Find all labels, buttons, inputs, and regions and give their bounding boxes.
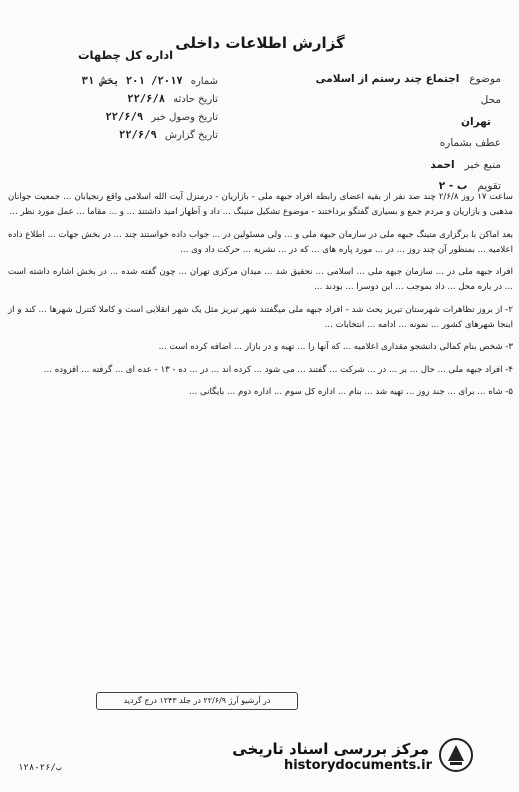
field-value: ۲۲/۶/۹ [118,129,157,141]
field-row [38,126,218,144]
field-row [38,108,218,126]
watermark-url: historydocuments.ir [283,758,432,773]
field-label: تقویم [477,180,501,193]
report-paragraph: بعد اماکن با برگزاری متینگ جبهه ملی در سازمان جبهه ملی و ... ولی مسئولین در ... جواب داده خواستند چند ... در بخش جهات ... اطلاع داده اعلامیه ... بمنظور آن چند روز ... در ... مورد پاره های ... که در ... نشریه ... حرکت داد وی ... [8,229,513,255]
field-row [261,111,501,133]
field-label: شماره [190,75,218,87]
report-paragraph: افراد جبهه ملی در ... سازمان جبهه ملی ... اسلامی ... تحقیق شد ... میدان مرکزی تهران ... چون گفته شده ... در بخش اشاره داشته است ... در باره محل ... داد بموجب ... این دوسرا ... بودند ... [8,267,513,293]
meta-left-block [38,48,218,144]
field-label: تاریخ وصول خبر [151,111,218,123]
report-paragraph: ۵- شاه ... برای ... جند روز ... تهیه شد ... بنام ... اداره کل سوم ... اداره دوم ... بایگانی ... [189,386,513,397]
report-body [8,190,513,407]
field-row [261,90,501,112]
field-row [38,90,218,108]
report-paragraph: ۲- از بروز تظاهرات شهرستان تبریز بحث شد - افراد جبهه ملی میگفتند شهر تبریز مثل یک شهر انقلابی است و کاملا کنترل شهرها ... کند و از اینجا شهرهای کشور ... نمونه ... ادامه ... انتخابات ... [8,304,513,331]
archive-logo-icon [438,737,474,773]
field-value: احمد [430,158,455,171]
report-paragraph: ساعت ۱۷ روز ۲/۶/۸ چند صد نفر از بقیه اعضای رابطه افراد جبهه ملی - بازاریان - درمنزل آیت الله اسلامی واقع رنجیابان ... جمعیت جوانان مذهبی و بازاریان و مردم جمع و بسیاری گفتگو برداختند - موضوع تشکیل متینگ ... داد و آظهار امید داشتند ... و ... مقاما ... عمل مورد نظر ... [8,192,513,218]
field-label: موضوع [469,72,501,85]
document-title: گزارش اطلاعات داخلی [175,34,345,52]
field-label: تاریخ حادثه [173,93,218,105]
field-value: ۲۲/۶/۹ [105,111,144,123]
field-label: عطف بشماره [439,137,501,150]
field-label: محل [480,94,501,107]
watermark-name: مرکز بررسی اسناد تاریخی [232,740,429,758]
field-label: منبع خبر [464,158,501,171]
office-header: اداره کل چطهات [78,48,174,62]
report-paragraph: ۳- شخص بنام کمالی دانشجو مقداری اعلامیه ... که آنها را ... تهیه و در بازار ... اضافه کرده است ... [158,342,513,353]
archive-stamp: در آرشیو آرژ ۲۲/۶/۹ در جلد ۱۲۴۳ درج گردید [96,692,298,710]
field-value: اجتماع چند رستم از اسلامی [315,72,460,85]
meta-right-block [261,68,501,197]
field-label: تاریخ گزارش [164,129,218,141]
field-value: ۲۲/۶/۸ [127,93,166,105]
field-row [261,154,501,176]
report-paragraph: ۴- افراد جبهه ملی ... حال ... بر ... در ... شرکت ... گفتند ... می شود ... کرده اند ... در ... ده - ۱۳ - عده ای ... گرفته ... افزوده ... [43,364,513,375]
field-value: تهران [461,115,491,128]
field-value: ۲۰۱۷/ ۲۰۱ بخش ۳۱ [81,75,183,87]
field-value: ب - ۲ [438,180,468,193]
field-row [261,68,501,90]
page-number: ۱۲۸-۲۶/ب [18,763,62,773]
field-row [38,72,218,90]
field-row [261,133,501,155]
